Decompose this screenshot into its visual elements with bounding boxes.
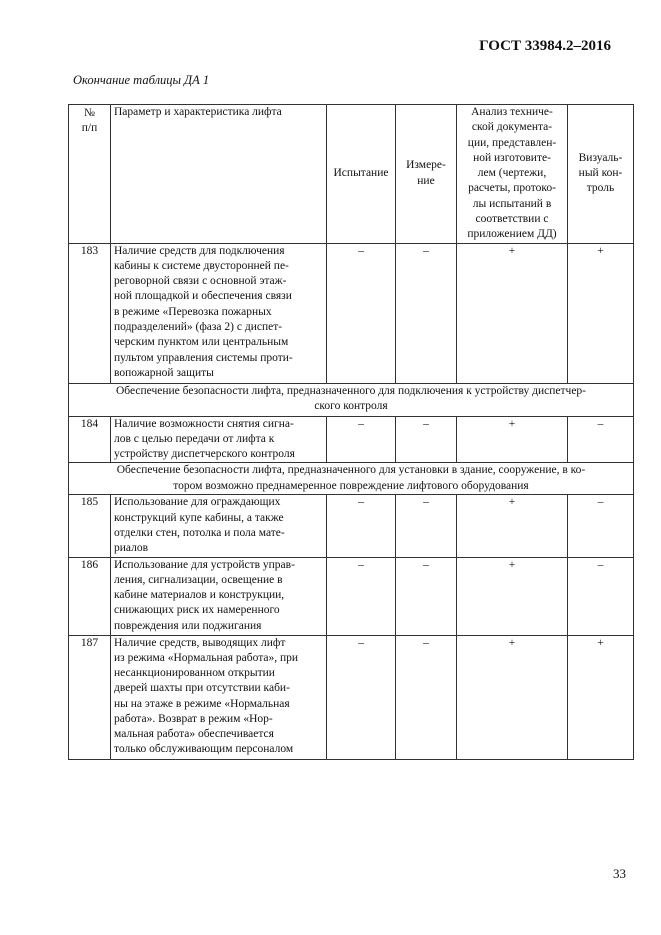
page-number: 33	[613, 866, 626, 881]
col-header-measure	[396, 105, 457, 244]
row-parameter: Наличие средств, выводящих лифт из режима «Нормальная работа», при несанкционированном открытии дверей шахты при отсутствии каби- ны на этаже в режиме «Нормальная работа». Возврат в режим «Нор- мальная работа» обеспечивается только обслуживающим персоналом	[111, 635, 327, 759]
col-header-number-text: № п/п	[81, 107, 98, 135]
row-analysis-mark: +	[457, 557, 568, 635]
table-row	[69, 635, 634, 759]
row-analysis-mark: +	[457, 416, 568, 463]
col-header-number	[69, 105, 111, 244]
row-measure-mark: –	[396, 416, 457, 463]
row-test-mark: –	[327, 495, 396, 557]
row-measure-mark: –	[396, 243, 457, 383]
table-row	[69, 416, 634, 463]
table-row	[69, 243, 634, 383]
row-measure-mark: –	[396, 495, 457, 557]
row-analysis-mark: +	[457, 243, 568, 383]
row-number: 183	[69, 243, 111, 383]
row-analysis-mark: +	[457, 495, 568, 557]
col-header-analysis	[457, 105, 568, 244]
col-header-visual	[568, 105, 634, 244]
row-analysis-mark: +	[457, 635, 568, 759]
col-header-analysis-text: Анализ техниче- ской документа- ции, представлен- ной изготовите- лем (чертежи, расчеты, протоко- лы испытаний в соответствии с приложением ДД)	[467, 106, 557, 241]
col-header-parameter	[111, 105, 327, 244]
section-row	[69, 463, 634, 495]
col-header-measure-text: Измере- ние	[406, 159, 446, 187]
section-row	[69, 383, 634, 416]
table-row	[69, 557, 634, 635]
row-visual-mark: –	[568, 557, 634, 635]
row-test-mark: –	[327, 243, 396, 383]
row-number: 185	[69, 495, 111, 557]
col-header-parameter-text: Параметр и характеристика лифта	[114, 106, 282, 118]
col-header-visual-text: Визуаль- ный кон- троль	[578, 151, 623, 195]
requirements-table	[68, 104, 634, 760]
document-code: ГОСТ 33984.2–2016	[479, 38, 611, 54]
row-parameter: Наличие средств для подключения кабины к системе двусторонней пе- реговорной связи с основной этаж- ной площадкой и обеспечения связи в режиме «Перевозка пожарных подразделений» (фаза 2) с диспет- черским пунктом или центральным пультом управления системы проти- вопожарной защиты	[111, 243, 327, 383]
row-measure-mark: –	[396, 557, 457, 635]
row-number: 184	[69, 416, 111, 463]
table-caption: Окончание таблицы ДА 1	[73, 73, 210, 87]
row-test-mark: –	[327, 557, 396, 635]
row-measure-mark: –	[396, 635, 457, 759]
col-header-test	[327, 105, 396, 244]
row-number: 187	[69, 635, 111, 759]
row-parameter: Использование для ограждающих конструкций купе кабины, а также отделки стен, потолка и пола мате- риалов	[111, 495, 327, 557]
row-parameter: Использование для устройств управ- ления, сигнализации, освещение в кабине материалов и конструкции, снижающих риск их намеренного повреждения или поджигания	[111, 557, 327, 635]
row-test-mark: –	[327, 416, 396, 463]
row-test-mark: –	[327, 635, 396, 759]
table-row	[69, 495, 634, 557]
row-visual-mark: +	[568, 243, 634, 383]
row-visual-mark: –	[568, 416, 634, 463]
section-heading: Обеспечение безопасности лифта, предназначенного для установки в здание, сооружение, в ко- тором возможно преднамеренное повреждение лифтового оборудования	[69, 463, 634, 495]
col-header-test-text: Испытание	[333, 167, 389, 180]
section-heading: Обеспечение безопасности лифта, предназначенного для подключения к устройству диспетчер- ского контроля	[69, 383, 634, 416]
row-number: 186	[69, 557, 111, 635]
table-header-row	[69, 105, 634, 244]
row-visual-mark: –	[568, 495, 634, 557]
row-parameter: Наличие возможности снятия сигна- лов с целью передачи от лифта к устройству диспетчерского контроля	[111, 416, 327, 463]
row-visual-mark: +	[568, 635, 634, 759]
